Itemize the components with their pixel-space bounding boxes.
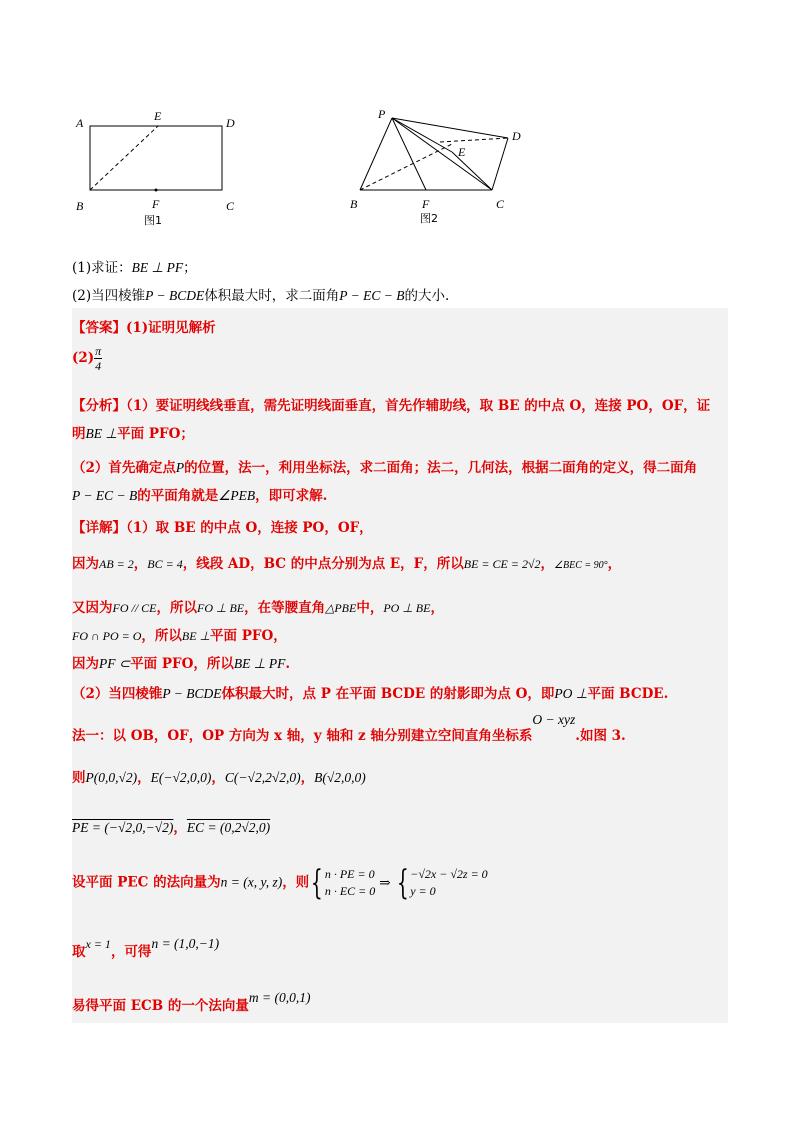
math: P − BCDE xyxy=(162,686,222,701)
equation: −√2x − √2z = 0 xyxy=(410,867,488,881)
detail-line-8 xyxy=(72,766,728,786)
label-e: E xyxy=(154,109,162,123)
equation: n · PE = 0 xyxy=(324,867,375,881)
text: 明 xyxy=(72,426,86,442)
q2-suffix: 的大小. xyxy=(404,288,450,304)
text: ， xyxy=(173,820,187,836)
hidden-ed xyxy=(440,138,508,142)
math: FO // CE xyxy=(112,601,157,615)
label-b: B xyxy=(76,199,84,213)
q2-math-1: P − BCDE xyxy=(145,288,205,303)
hidden-be xyxy=(360,144,452,190)
text: ， xyxy=(430,600,444,616)
figure-2-caption: 图2 xyxy=(420,212,438,225)
detail-line-10 xyxy=(72,863,728,903)
math: PO ⊥ xyxy=(554,686,588,701)
math: PE = (−√2,0,−√2) xyxy=(72,820,174,835)
math: P(0,0,√2) xyxy=(85,770,138,785)
detail-line-11 xyxy=(72,936,728,960)
label-f: F xyxy=(152,197,160,211)
text: 易得平面 ECB 的一个法向量 xyxy=(72,998,249,1014)
text: 取 xyxy=(72,944,86,960)
text: ，在等腰直角 xyxy=(244,600,326,616)
fraction-numerator: π xyxy=(95,344,102,358)
edge-cd xyxy=(492,138,508,190)
text: （2）首先确定点 xyxy=(72,460,176,476)
text: ，则 xyxy=(282,874,310,891)
math: P xyxy=(175,460,185,475)
math: EC = (0,2√2,0) xyxy=(186,820,271,835)
analysis-line-3 xyxy=(72,456,728,476)
detail-line-2 xyxy=(72,552,728,572)
math: P − EC − B xyxy=(72,488,138,503)
text: ， xyxy=(607,556,622,572)
answer-line-2 xyxy=(72,344,728,373)
text: 的位置，法一，利用坐标法，求二面角；法二，几何法，根据二面角的定义，得二面角 xyxy=(184,460,698,476)
text: ， xyxy=(300,770,315,786)
text: 平面 PFO， xyxy=(210,628,287,644)
text: 又因为 xyxy=(72,600,113,616)
text: . xyxy=(285,656,291,672)
answer-2-prefix: (2) xyxy=(72,350,95,366)
math: ∠BEC = 90° xyxy=(554,560,608,571)
equation-system-2 xyxy=(410,866,487,900)
text: 因为 xyxy=(72,656,99,672)
implies-arrow: ⇒ xyxy=(379,875,391,891)
text: 的平面角就是 xyxy=(137,488,219,504)
text: ， xyxy=(540,556,555,572)
equation: n · EC = 0 xyxy=(324,884,376,898)
q1-prefix: (1)求证： xyxy=(72,260,132,276)
detail-line-1: 【详解】（1）取 BE 的中点 O，连接 PO，OF， xyxy=(72,520,373,536)
label-f: F xyxy=(422,197,430,211)
q2-mid: 体积最大时，求二面角 xyxy=(204,288,340,304)
q1-suffix: ； xyxy=(183,260,197,276)
math: ∠PEB xyxy=(218,488,256,503)
text: 法一：以 OB，OF，OP 方向为 x 轴，y 轴和 z 轴分别建立空间直角坐标系 xyxy=(72,728,533,744)
edge-pf xyxy=(392,118,426,190)
math: BC = 4 xyxy=(147,557,183,571)
math: AB = 2 xyxy=(99,557,134,571)
q1-math: BE ⊥ PF xyxy=(131,260,184,275)
text: 体积最大时，点 P 在平面 BCDE 的射影即为点 O，即 xyxy=(221,686,555,702)
text: 平面 PFO，所以 xyxy=(130,656,234,672)
text: 中， xyxy=(356,600,384,616)
math: BE = CE = 2√2 xyxy=(463,557,541,571)
question-1 xyxy=(72,256,197,276)
text: ， xyxy=(211,770,225,786)
math: BE ⊥ PF xyxy=(233,656,286,671)
analysis-line-2 xyxy=(72,422,728,442)
math: △PBE xyxy=(325,601,357,615)
text: 则 xyxy=(72,770,86,786)
text: ， xyxy=(137,770,151,786)
figure-1-caption: 图1 xyxy=(144,214,162,227)
detail-line-4 xyxy=(72,624,728,644)
math: m = (0,0,1) xyxy=(248,990,311,1005)
math: B(√2,0,0) xyxy=(314,770,366,785)
analysis-line-4 xyxy=(72,484,728,504)
fraction-pi-over-4 xyxy=(94,344,102,373)
rectangle-abcd xyxy=(90,126,222,190)
label-c: C xyxy=(226,199,235,213)
detail-line-12 xyxy=(72,990,728,1014)
label-d: D xyxy=(512,129,521,143)
detail-line-6 xyxy=(72,682,728,702)
math: FO ∩ PO = O xyxy=(72,629,142,643)
math: BE ⊥ xyxy=(85,426,118,441)
text: 平面 PFO； xyxy=(117,426,194,442)
detail-line-5 xyxy=(72,652,728,672)
text: ，可得 xyxy=(110,944,152,960)
edge-pc xyxy=(392,118,492,190)
fraction-denominator: 4 xyxy=(95,359,102,373)
segment-be xyxy=(90,126,158,190)
equation-system-1 xyxy=(325,866,375,900)
detail-line-3 xyxy=(72,596,728,616)
math: n = (x, y, z) xyxy=(220,874,283,890)
q2-math-2: P − EC − B xyxy=(339,288,405,303)
text: ， xyxy=(133,556,148,572)
q2-prefix: (2)当四棱锥 xyxy=(72,288,146,304)
label-b: B xyxy=(350,197,358,211)
left-brace: { xyxy=(311,863,323,903)
point-f xyxy=(155,189,158,192)
text: 平面 BCDE. xyxy=(587,686,669,702)
detail-line-7 xyxy=(72,712,728,744)
math: BE ⊥ xyxy=(181,629,211,643)
math: PO ⊥ BE xyxy=(383,601,431,615)
math: C(−√2,2√2,0) xyxy=(224,770,301,785)
detail-line-9 xyxy=(72,816,728,836)
label-e: E xyxy=(458,145,466,159)
text: .如图 3. xyxy=(575,728,626,744)
text: ，所以 xyxy=(156,600,197,616)
math: O − xyz xyxy=(532,712,576,727)
text: ，即可求解. xyxy=(255,488,328,504)
math: PF ⊂ xyxy=(99,656,131,671)
analysis-line-1: 【分析】（1）要证明线线垂直，需先证明线面垂直，首先作辅助线，取 BE 的中点 O，连接 PO，OF，证 xyxy=(72,398,711,414)
math: x = 1 xyxy=(85,937,111,951)
label-p: P xyxy=(378,107,386,121)
figure-1 xyxy=(72,109,252,232)
label-c: C xyxy=(496,197,505,211)
label-a: A xyxy=(76,116,84,130)
text: 因为 xyxy=(72,556,99,572)
equation: y = 0 xyxy=(410,884,436,898)
figure-2 xyxy=(340,104,540,234)
left-brace: { xyxy=(396,863,409,903)
answer-line-1: 【答案】(1)证明见解析 xyxy=(72,320,216,336)
text: 设平面 PEC 的法向量为 xyxy=(72,874,221,891)
text: ，线段 AD，BC 的中点分别为点 E，F，所以 xyxy=(182,556,464,572)
label-d: D xyxy=(226,116,235,130)
math: E(−√2,0,0) xyxy=(150,770,212,785)
math: FO ⊥ BE xyxy=(197,601,245,615)
question-2 xyxy=(72,284,449,304)
text: ，所以 xyxy=(141,628,182,644)
edge-pb xyxy=(360,118,392,190)
text: （2）当四棱锥 xyxy=(72,686,163,702)
math: n = (1,0,−1) xyxy=(151,936,220,951)
